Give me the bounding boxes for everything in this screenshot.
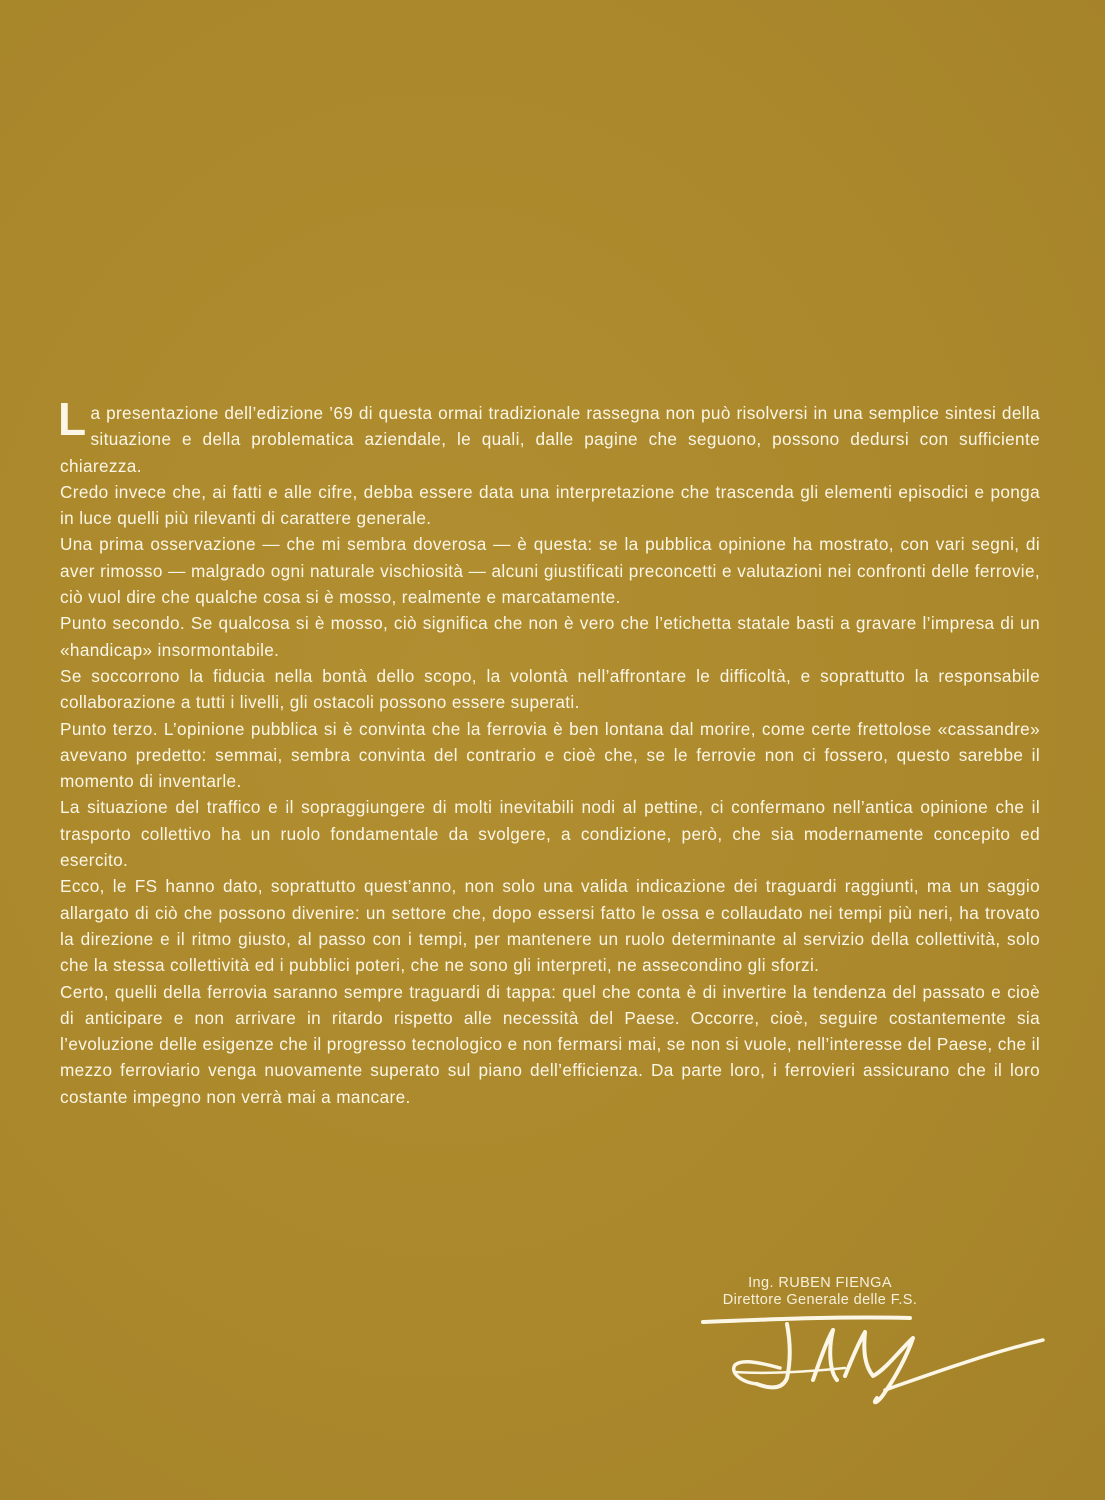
letter-paragraph-9: Certo, quelli della ferrovia saranno sempre traguardi di tappa: quel che conta è di invertire la tendenza del passato e cioè di anticipare e non arrivare in ritardo rispetto alle necessità del Paese. Occorre, cioè, seguire costantemente sia l’evoluzione delle esigenze che il progresso tecnologico e non fermarsi mai, se non si vuole, nell’interesse del Paese, che il mezzo ferroviario venga nuovamente superato sul piano dell’efficienza. Da parte loro, i ferrovieri assicurano che il loro costante impegno non verrà mai a mancare.	[60, 981, 1040, 1107]
paragraph-text: a presentazione dell’edizione ’69 di questa ormai tradizionale rassegna non può risolversi in una semplice sintesi della situazione e della problematica aziendale, le quali, dalle pagine che seguono, possono dedursi con sufficiente chiarezza.	[60, 403, 1040, 476]
handwritten-signature	[695, 1310, 1045, 1415]
signature-block	[705, 1275, 935, 1309]
letter-paragraph-7: La situazione del traffico e il sopraggiungere di molti inevitabili nodi al pettine, ci confermano nell’antica opinione che il trasporto collettivo ha un ruolo fondamentale da svolgere, a condizione, però, che sia modernamente concepito ed esercito.	[60, 797, 1040, 871]
letter-paragraph-1	[58, 393, 1040, 479]
signature-stroke-top	[703, 1317, 910, 1322]
letter-paragraph-5: Se soccorrono la fiducia nella bontà dello scopo, la volontà nell’affrontare le difficoltà, e soprattutto la responsabile collaborazione a tutti i livelli, gli ostacoli possono essere superati.	[60, 665, 1040, 713]
signatory-name: Ing. RUBEN FIENGA	[748, 1275, 892, 1291]
signature-stroke-letters	[813, 1330, 913, 1402]
letter-paragraph-3: Una prima osservazione — che mi sembra doverosa — è questa: se la pubblica opinione ha mostrato, con vari segni, di aver rimosso — malgrado ogni naturale vischiosità — alcuni giustificati preconcetti e valutazioni nei confronti delle ferrovie, ciò vuol dire che qualche cosa si è mosso, realmente e marcatamente.	[60, 534, 1040, 608]
signatory-title: Direttore Generale delle F.S.	[722, 1292, 918, 1308]
letter-body	[58, 393, 1040, 1110]
letter-paragraph-4: Punto secondo. Se qualcosa si è mosso, ciò significa che non è vero che l’etichetta statale basti a gravare l’impresa di un «handicap» insormontabile.	[60, 613, 1040, 660]
letter-paragraph-8: Ecco, le FS hanno dato, soprattutto quest’anno, non solo una valida indicazione dei traguardi raggiunti, ma un saggio allargato di ciò che possono divenire: un settore che, dopo essersi fatto le ossa e collaudato nei tempi più neri, ha trovato la direzione e il ritmo giusto, al passo con i tempi, per mantenere un ruolo determinante al servizio della collettività, solo che la stessa collettività ed i pubblici poteri, che ne sono gli interpreti, ne assecondino gli sforzi.	[60, 876, 1040, 976]
signature-stroke-stem	[757, 1324, 790, 1387]
drop-cap: L	[58, 393, 87, 445]
letter-paragraph-6: Punto terzo. L’opinione pubblica si è convinta che la ferrovia è ben lontana dal morire, come certe frettolose «cassandre» avevano predetto: semmai, sembra convinta del contrario e cioè che, se le ferrovie non ci fossero, questo sarebbe il momento di inventarle.	[60, 718, 1040, 792]
letter-paragraph-2: Credo invece che, ai fatti e alle cifre, debba essere data una interpretazione che trascenda gli elementi episodici e ponga in luce quelli più rilevanti di carattere generale.	[60, 481, 1040, 529]
